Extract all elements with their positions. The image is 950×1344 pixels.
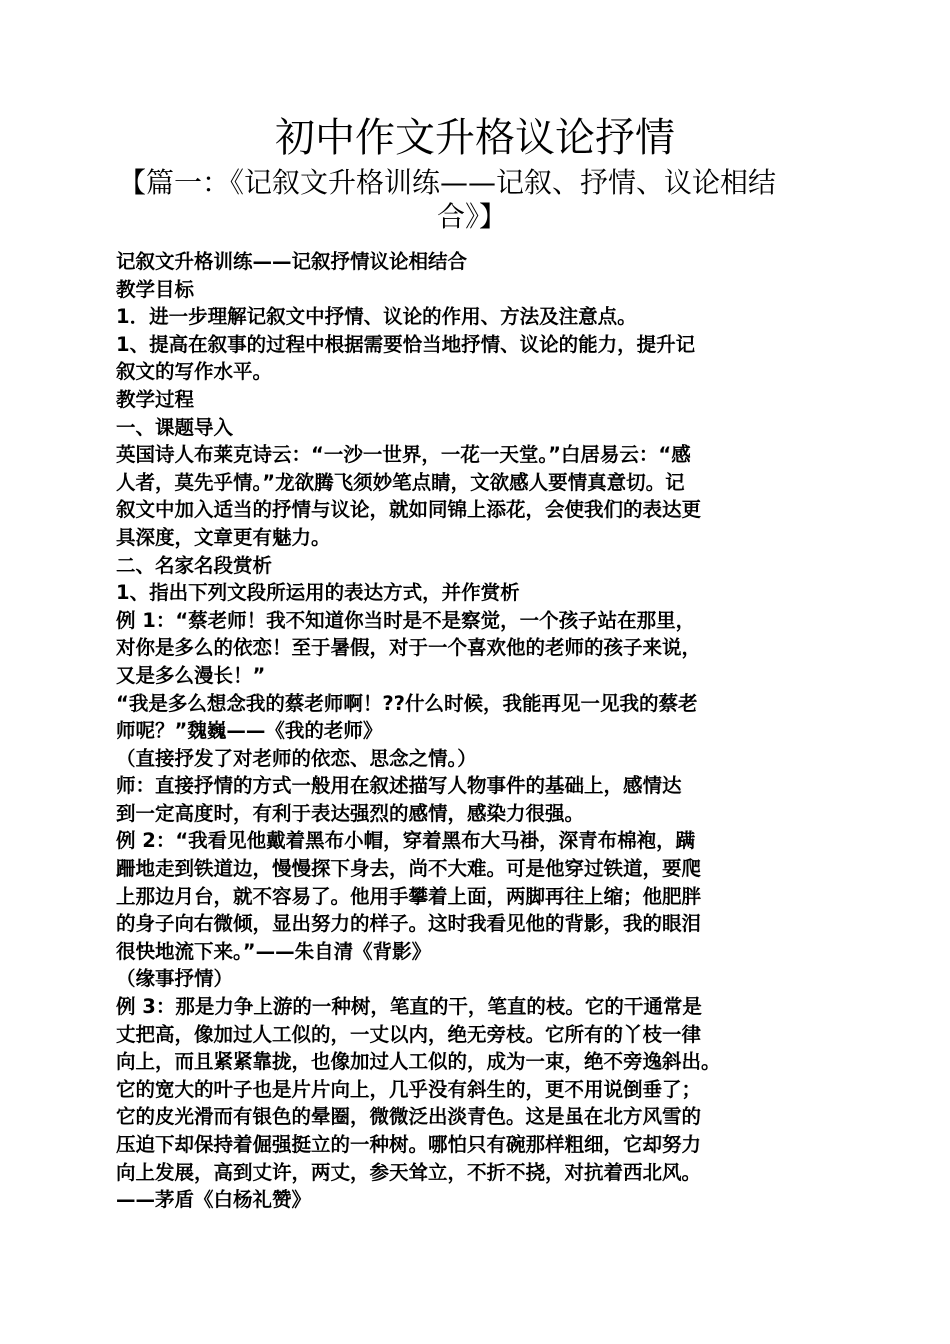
body-line-section-label: 教学过程 xyxy=(116,387,195,411)
body-line-example: 向上，而且紧紧靠拢，也像加过人工似的，成为一束，绝不旁逸斜出。 xyxy=(116,1050,721,1074)
document-body xyxy=(116,248,846,1214)
body-line-example: 师呢？”魏巍——《我的老师》 xyxy=(116,719,383,743)
body-line-example: 例 3：那是力争上游的一种树，笔直的干，笔直的枝。它的干通常是 xyxy=(116,995,702,1019)
body-line-example: 很快地流下来。”——朱自清《背影》 xyxy=(116,939,432,963)
body-line: 叙文中加入适当的抒情与议论，就如同锦上添花，会使我们的表达更 xyxy=(116,498,702,522)
body-line-example: 跚地走到铁道边，慢慢探下身去，尚不大难。可是他穿过铁道，要爬 xyxy=(116,857,702,881)
body-line-example: 丈把高，像加过人工似的，一丈以内，绝无旁枝。它所有的丫枝一律 xyxy=(116,1022,702,1046)
subtitle-line: 【篇一：《记叙文升格训练——记叙、抒情、议论相结 xyxy=(118,166,777,199)
body-line: 1．进一步理解记叙文中抒情、议论的作用、方法及注意点。 xyxy=(116,305,637,329)
body-line: 到一定高度时，有利于表达强烈的感情，感染力很强。 xyxy=(116,801,585,825)
body-line: 1、提高在叙事的过程中根据需要恰当地抒情、议论的能力，提升记 xyxy=(116,332,696,356)
body-line-section-label: 教学目标 xyxy=(116,277,195,301)
body-line-example: 它的宽大的叶子也是片片向上，几乎没有斜生的，更不用说倒垂了； xyxy=(116,1077,702,1101)
body-line-note: （直接抒发了对老师的依恋、思念之情。） xyxy=(116,746,477,770)
body-line: 人者，莫先乎情。”龙欲腾飞须妙笔点睛，文欲感人要情真意切。记 xyxy=(116,470,685,494)
body-line-example: 压迫下却保持着倔强挺立的一种树。哪怕只有碗那样粗细，它却努力 xyxy=(116,1133,702,1156)
body-line-heading: 记叙文升格训练——记叙抒情议论相结合 xyxy=(116,250,468,273)
body-line-example: 又是多么漫长！” xyxy=(116,663,266,687)
subtitle-line: 合》】 xyxy=(436,200,507,233)
body-line-example: 的身子向右微倾，显出努力的样子。这时我看见他的背影，我的眼泪 xyxy=(116,912,702,936)
body-line-example: 对你是多么的依恋！至于暑假，对于一个喜欢他的老师的孩子来说， xyxy=(116,636,702,660)
body-line-attribution: ——茅盾《白杨礼赞》 xyxy=(116,1188,312,1212)
body-line-example: 向上发展，高到丈许，两丈，参天耸立，不折不挠，对抗着西北风。 xyxy=(116,1160,702,1184)
body-line: 师：直接抒情的方式一般用在叙述描写人物事件的基础上，感情达 xyxy=(116,774,682,798)
body-line: 1、指出下列文段所运用的表达方式，并作赏析 xyxy=(116,581,520,605)
body-line: 英国诗人布莱克诗云：“一沙一世界，一花一天堂。”白居易云：“感 xyxy=(116,443,691,467)
body-line: 叙文的写作水平。 xyxy=(116,360,273,384)
body-line-example: “我是多么想念我的蔡老师啊！??什么时候，我能再见一见我的蔡老 xyxy=(116,691,698,715)
body-line-section-heading: 一、课题导入 xyxy=(116,415,234,439)
body-line-section-heading: 二、名家名段赏析 xyxy=(116,553,273,577)
body-line-note: （缘事抒情） xyxy=(116,967,234,991)
body-line: 具深度，文章更有魅力。 xyxy=(116,525,331,549)
body-line-example: 上那边月台，就不容易了。他用手攀着上面，两脚再往上缩；他肥胖 xyxy=(116,884,702,908)
document-subtitle xyxy=(118,166,838,234)
body-line-example: 例 2：“我看见他戴着黑布小帽，穿着黑布大马褂，深青布棉袍，蹒 xyxy=(116,829,696,853)
document-title: 初中作文升格议论抒情 xyxy=(275,115,675,161)
body-line-example: 例 1：“蔡老师！我不知道你当时是不是察觉，一个孩子站在那里， xyxy=(116,608,696,632)
body-line-example: 它的皮光滑而有银色的晕圈，微微泛出淡青色。这是虽在北方风雪的 xyxy=(116,1105,702,1129)
